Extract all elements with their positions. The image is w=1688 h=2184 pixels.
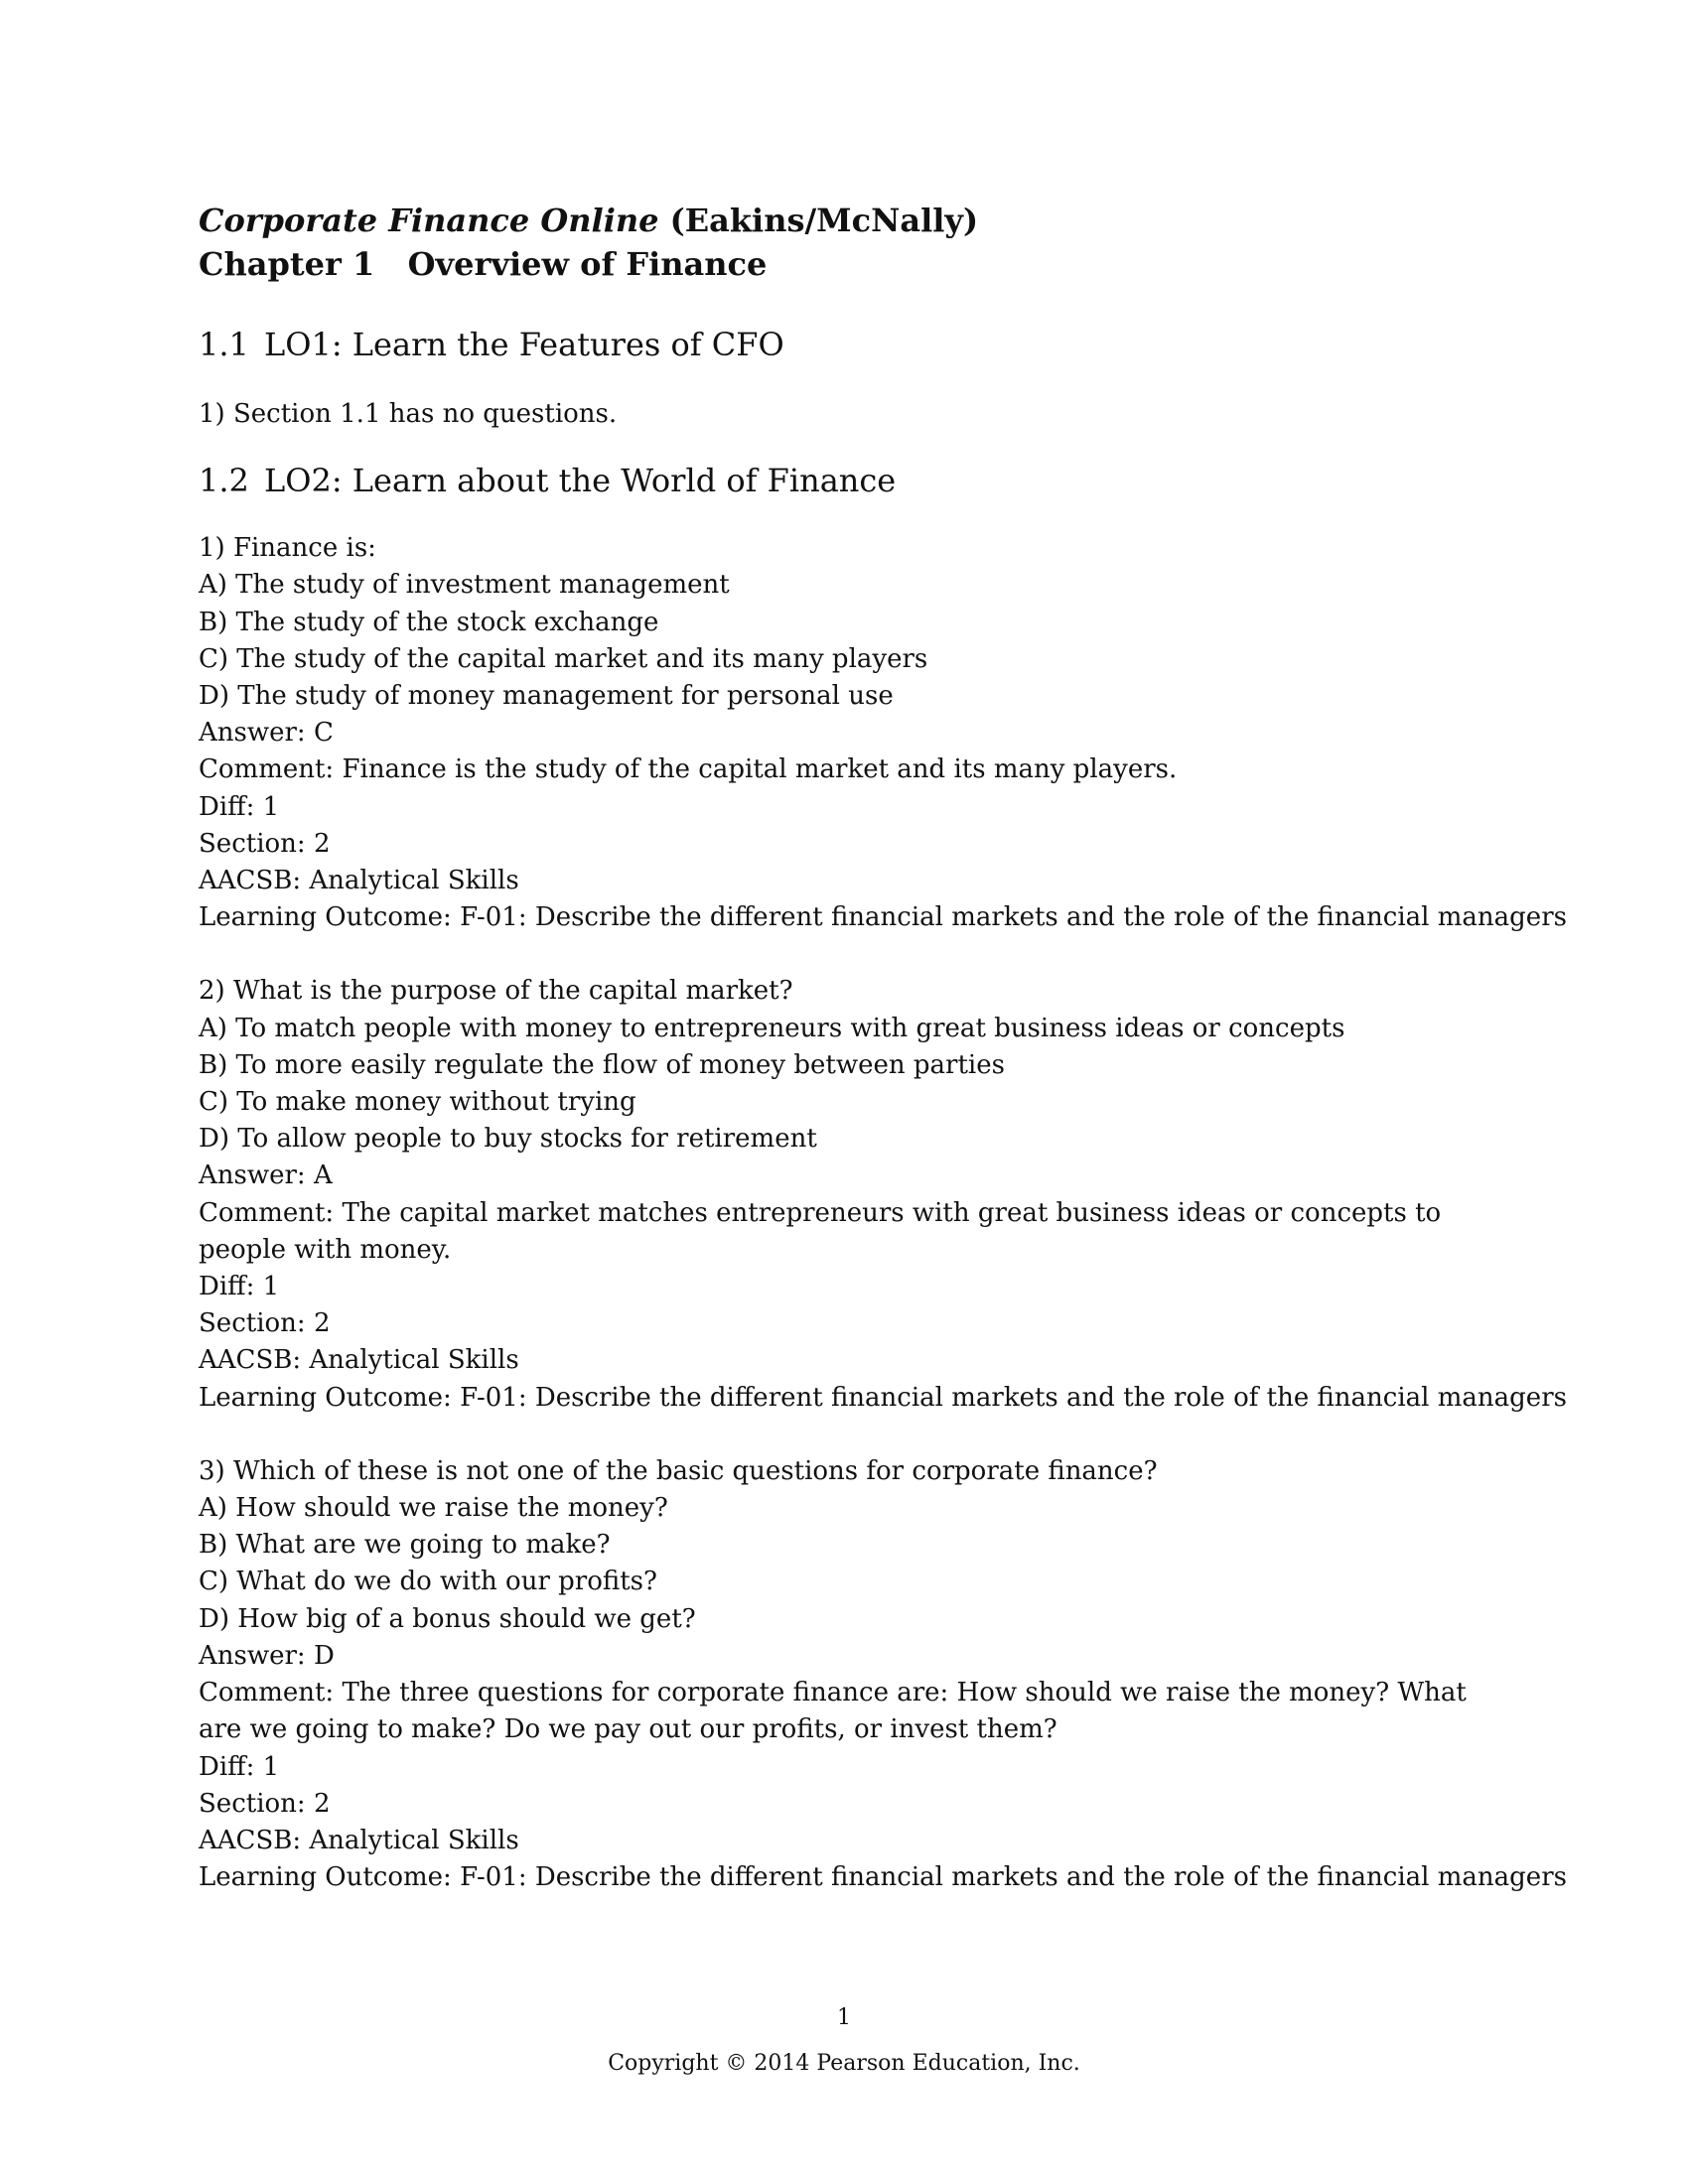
question-block	[199, 973, 1567, 1416]
answer-option: C) What do we do with our profits?	[199, 1567, 657, 1597]
section-title: LO1: Learn the Features of CFO	[264, 326, 784, 363]
answer-key: Answer: A	[199, 1160, 333, 1191]
answer-option: A) To match people with money to entrepreneurs with great business ideas or concepts	[199, 1013, 1345, 1043]
difficulty: Diff: 1	[199, 1751, 280, 1782]
difficulty: Diff: 1	[199, 1272, 280, 1302]
section-ref: Section: 2	[199, 1308, 331, 1339]
book-title-line	[199, 199, 1489, 242]
aacsb-tag: AACSB: Analytical Skills	[199, 866, 519, 896]
chapter-title: Overview of Finance	[407, 245, 768, 283]
answer-option: D) How big of a bonus should we get?	[199, 1603, 696, 1634]
answer-option: A) How should we raise the money?	[199, 1493, 668, 1524]
question-prompt: 1) Finance is:	[199, 533, 376, 564]
difficulty: Diff: 1	[199, 791, 280, 822]
answer-option: C) To make money without trying	[199, 1087, 636, 1118]
answer-option: B) The study of the stock exchange	[199, 607, 659, 637]
page-number: 1	[837, 2005, 851, 2030]
answer-comment: Comment: The three questions for corporate finance are: How should we raise the money? What are we going to make? Do we pay out our profits, or invest them?	[199, 1678, 1467, 1745]
learning-outcome: Learning Outcome: F-01: Describe the different financial markets and the role of the financial managers	[199, 1382, 1567, 1413]
section-number: 1.1	[199, 326, 249, 363]
question-prompt: 3) Which of these is not one of the basic questions for corporate finance?	[199, 1455, 1158, 1486]
document-page	[199, 199, 1567, 1896]
learning-outcome: Learning Outcome: F-01: Describe the different financial markets and the role of the financial managers	[199, 902, 1567, 933]
answer-option: B) To more easily regulate the flow of money between parties	[199, 1049, 1005, 1080]
section-title: LO2: Learn about the World of Finance	[264, 462, 897, 500]
chapter-title-line	[199, 242, 1489, 286]
answer-option: D) The study of money management for personal use	[199, 681, 894, 712]
aacsb-tag: AACSB: Analytical Skills	[199, 1825, 519, 1855]
book-authors: (Eakins/McNally)	[658, 202, 979, 239]
answer-option: D) To allow people to buy stocks for retirement	[199, 1124, 817, 1155]
section-ref: Section: 2	[199, 1788, 331, 1819]
section-heading-1-1	[199, 323, 1489, 366]
section-ref: Section: 2	[199, 828, 331, 859]
answer-key: Answer: C	[199, 718, 334, 749]
copyright-notice: Copyright © 2014 Pearson Education, Inc.	[608, 2051, 1080, 2076]
answer-comment: Comment: Finance is the study of the capital market and its many players.	[199, 754, 1178, 785]
section-heading-1-2	[199, 459, 1489, 502]
question-prompt: 2) What is the purpose of the capital market?	[199, 976, 793, 1007]
section-number: 1.2	[199, 462, 249, 500]
chapter-label: Chapter 1	[199, 245, 375, 283]
question-block	[199, 530, 1567, 936]
aacsb-tag: AACSB: Analytical Skills	[199, 1345, 519, 1376]
book-title: Corporate Finance Online	[199, 202, 659, 239]
answer-option: C) The study of the capital market and its many players	[199, 643, 928, 674]
learning-outcome: Learning Outcome: F-01: Describe the different financial markets and the role of the financial managers	[199, 1862, 1567, 1893]
answer-comment: Comment: The capital market matches entrepreneurs with great business ideas or concepts to people with money.	[199, 1197, 1442, 1265]
answer-key: Answer: D	[199, 1640, 335, 1671]
section-note: 1) Section 1.1 has no questions.	[199, 399, 618, 429]
answer-option: A) The study of investment management	[199, 570, 730, 601]
question-block	[199, 1453, 1567, 1896]
answer-option: B) What are we going to make?	[199, 1530, 611, 1561]
